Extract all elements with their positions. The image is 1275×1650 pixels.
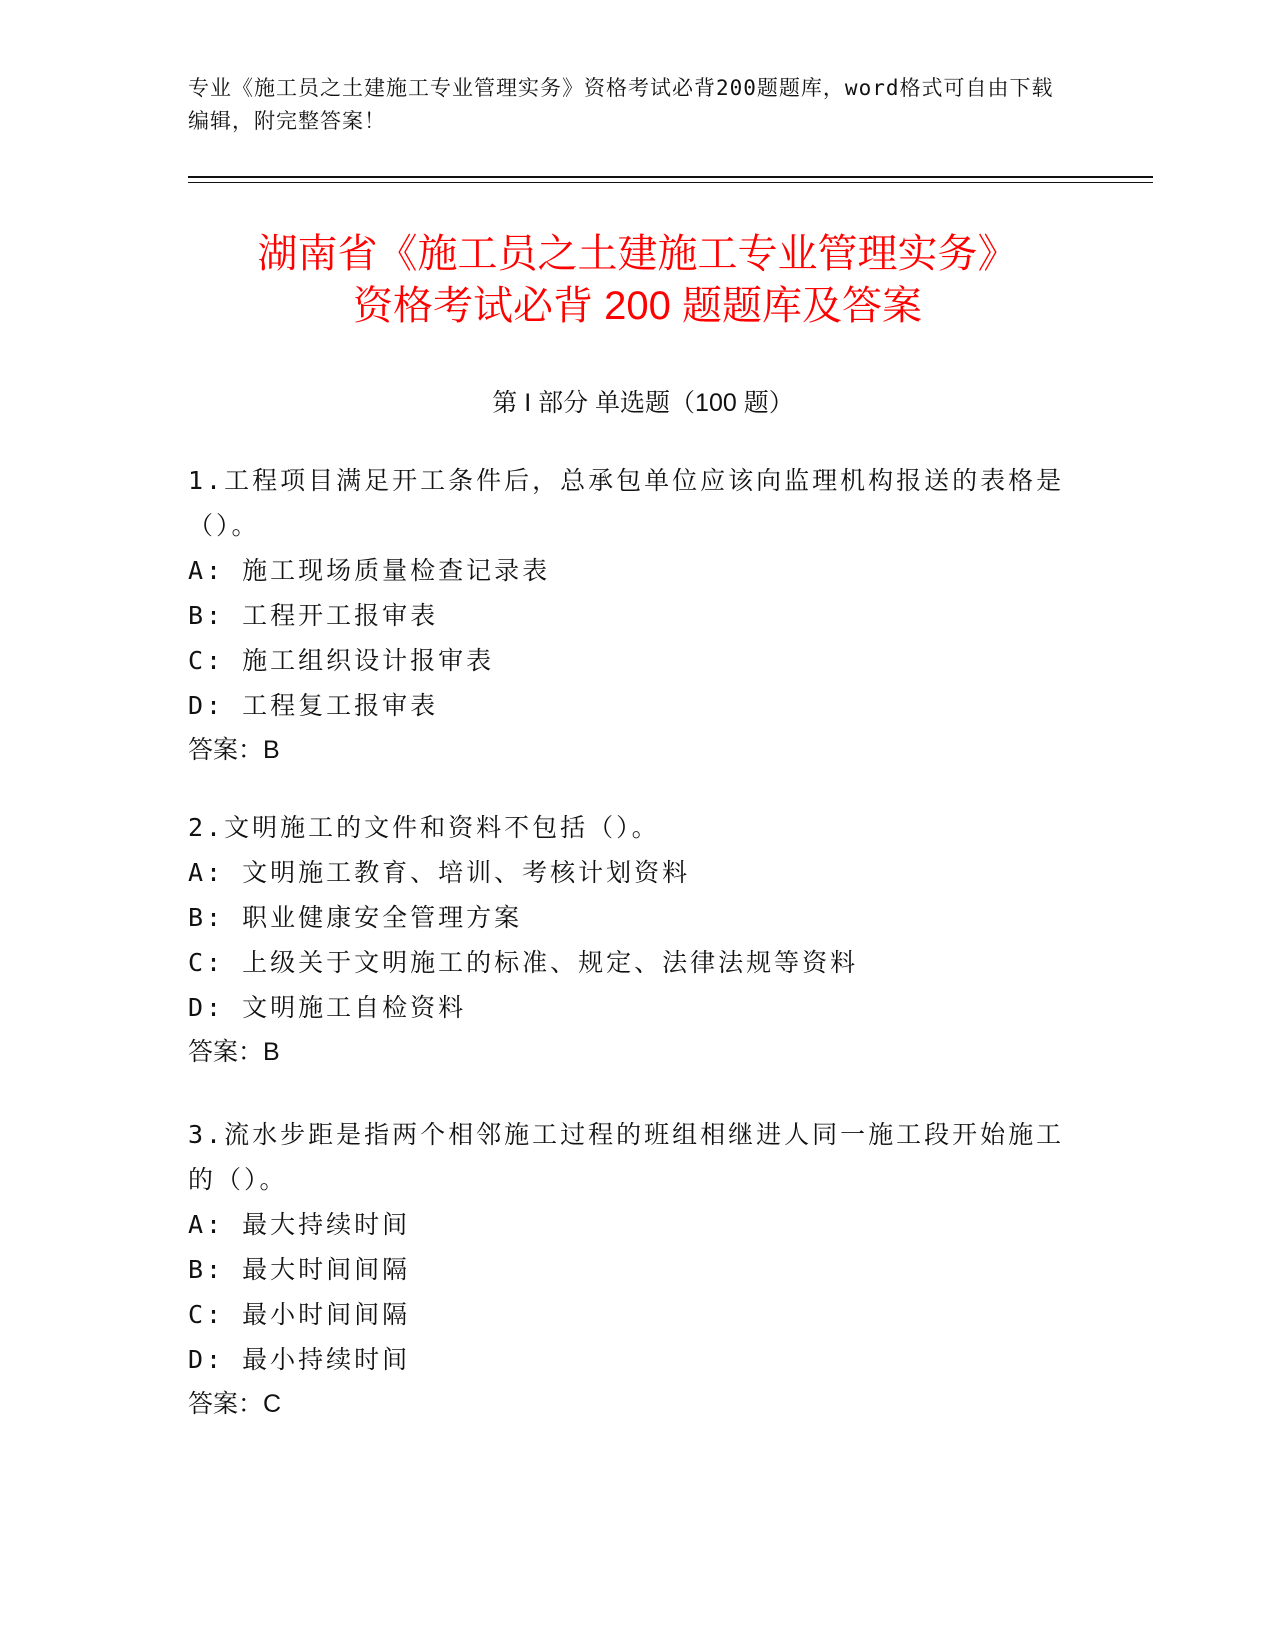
option-b: B: 最大时间间隔 <box>188 1255 411 1284</box>
option-d: D: 最小持续时间 <box>188 1345 411 1374</box>
header-divider-thin <box>188 182 1153 183</box>
question-stem: 2.文明施工的文件和资料不包括（）。 <box>188 813 660 842</box>
question-2 <box>188 805 1068 1075</box>
document-title <box>160 228 1115 332</box>
answer: 答案：B <box>188 736 280 764</box>
option-a: A: 施工现场质量检查记录表 <box>188 556 551 585</box>
option-d: D: 工程复工报审表 <box>188 691 439 720</box>
question-1 <box>188 458 1068 773</box>
option-c: C: 上级关于文明施工的标准、规定、法律法规等资料 <box>188 948 859 977</box>
question-stem: 3.流水步距是指两个相邻施工过程的班组相继进人同一施工段开始施工的（）。 <box>188 1120 1065 1194</box>
answer: 答案：B <box>188 1038 280 1066</box>
document-title-line2: 资格考试必背 200 题题库及答案 <box>353 284 922 328</box>
option-d: D: 文明施工自检资料 <box>188 993 467 1022</box>
question-3 <box>188 1112 1068 1427</box>
header-divider-thick <box>188 176 1153 178</box>
question-stem: 1.工程项目满足开工条件后，总承包单位应该向监理机构报送的表格是（）。 <box>188 466 1065 540</box>
section-title: 第 I 部分 单选题（100 题） <box>492 389 794 417</box>
intro-text: 专业《施工员之土建施工专业管理实务》资格考试必背200题题库，word格式可自由下载编辑，附完整答案！ <box>188 76 1054 133</box>
option-c: C: 施工组织设计报审表 <box>188 646 495 675</box>
option-b: B: 职业健康安全管理方案 <box>188 903 523 932</box>
answer: 答案：C <box>188 1390 282 1418</box>
option-a: A: 文明施工教育、培训、考核计划资料 <box>188 858 691 887</box>
option-c: C: 最小时间间隔 <box>188 1300 411 1329</box>
option-a: A: 最大持续时间 <box>188 1210 411 1239</box>
option-b: B: 工程开工报审表 <box>188 601 439 630</box>
document-title-line1: 湖南省《施工员之土建施工专业管理实务》 <box>257 232 1018 276</box>
